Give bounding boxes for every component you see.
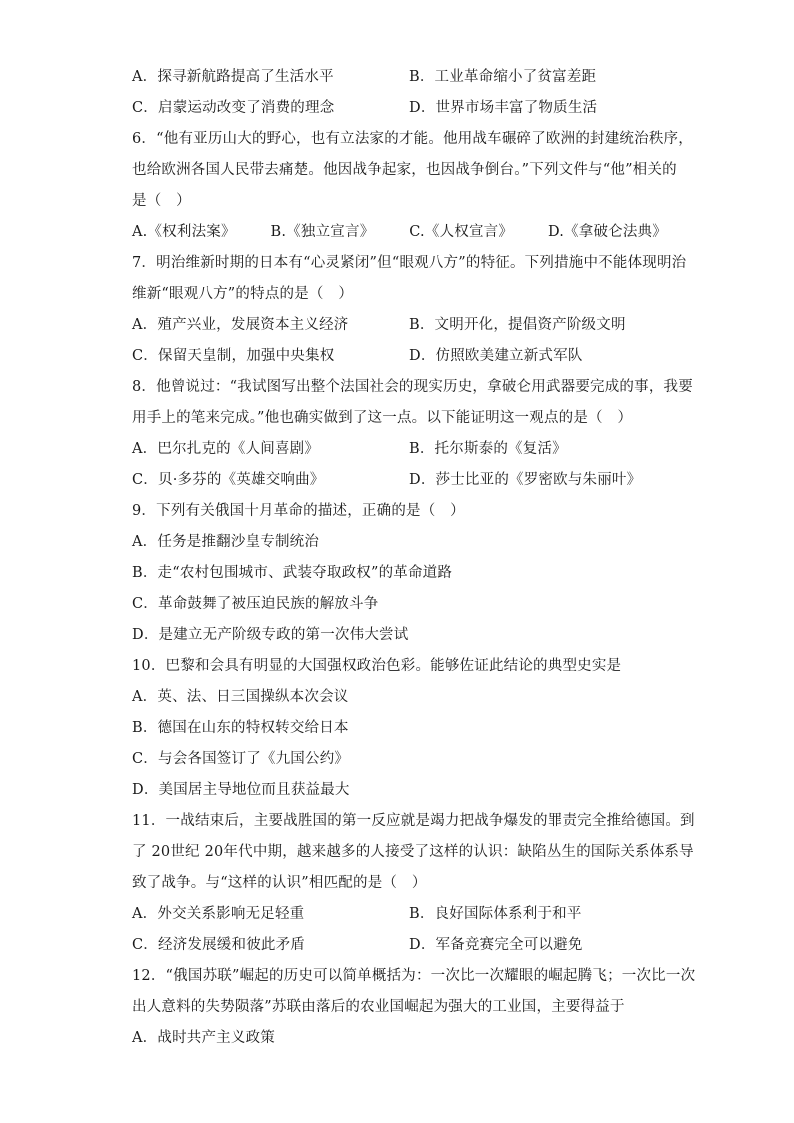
q6-option-b[interactable]: B.《独立宣言》 (270, 224, 375, 240)
q11-stem-line-2: 了 20世纪 20年代中期，越来越多的人接受了这样的认识：缺陷丛生的国际关系体系导 (132, 844, 694, 860)
q9-option-a[interactable]: A．任务是推翻沙皇专制统治 (132, 534, 320, 550)
q5-option-c[interactable]: C．启蒙运动改变了消费的理念 (132, 100, 335, 116)
q9-stem-line-1: 9．下列有关俄国十月革命的描述，正确的是（ ） (132, 503, 465, 519)
q11-options-row-1 (132, 899, 672, 930)
q9-option-c[interactable]: C．革命鼓舞了被压迫民族的解放斗争 (132, 596, 379, 612)
q5-options-row-1 (132, 62, 672, 93)
q8-stem-line-2: 用手上的笔来完成。”他也确实做到了这一点。以下能证明这一观点的是（ ） (132, 410, 633, 426)
q7-options-row-1 (132, 310, 672, 341)
q11-option-d[interactable]: D．军备竞赛完全可以避免 (409, 937, 583, 953)
q8-option-b[interactable]: B．托尔斯泰的《复活》 (409, 441, 567, 457)
q7-stem-line-1: 7．明治维新时期的日本有“心灵紧闭”但“眼观八方”的特征。下列措施中不能体现明治 (132, 255, 687, 271)
q5-option-b[interactable]: B．工业革命缩小了贫富差距 (409, 69, 597, 85)
exam-page (132, 62, 696, 1054)
q7-options-row-2 (132, 341, 672, 372)
q7-option-c[interactable]: C．保留天皇制，加强中央集权 (132, 348, 335, 364)
q6-option-a[interactable]: A.《权利法案》 (132, 224, 236, 240)
q12-stem-line-1: 12．“俄国苏联”崛起的历史可以简单概括为：一次比一次耀眼的崛起腾飞；一次比一次 (132, 968, 696, 984)
q11-stem-line-1: 11．一战结束后，主要战胜国的第一反应就是竭力把战争爆发的罪责完全推给德国。到 (132, 813, 695, 829)
q11-option-b[interactable]: B．良好国际体系利于和平 (409, 906, 582, 922)
q7-stem-line-2: 维新“眼观八方”的特点的是（ ） (132, 286, 354, 302)
q7-option-b[interactable]: B．文明开化，提倡资产阶级文明 (409, 317, 626, 333)
q11-options-row-2 (132, 930, 672, 961)
q6-option-c[interactable]: C.《人权宣言》 (409, 224, 514, 240)
q8-option-c[interactable]: C．贝·多芬的《英雄交响曲》 (132, 472, 325, 488)
q7-option-d[interactable]: D．仿照欧美建立新式军队 (409, 348, 583, 364)
q6-stem-line-2: 也给欧洲各国人民带去痛楚。他因战争起家，也因战争倒台。”下列文件与“他”相关的 (132, 162, 677, 178)
q8-options-row-2 (132, 465, 672, 496)
q11-stem-line-3: 致了战争。与“这样的认识”相匹配的是（ ） (132, 875, 427, 891)
q10-option-d[interactable]: D．美国居主导地位而且获益最大 (132, 782, 350, 798)
q6-stem-line-1: 6．“他有亚历山大的野心，也有立法家的才能。他用战车碾碎了欧洲的封建统治秩序， (132, 131, 693, 147)
q10-option-c[interactable]: C．与会各国签订了《九国公约》 (132, 751, 350, 767)
q9-option-d[interactable]: D．是建立无产阶级专政的第一次伟大尝试 (132, 627, 409, 643)
q8-options-row-1 (132, 434, 672, 465)
q10-stem-line-1: 10．巴黎和会具有明显的大国强权政治色彩。能够佐证此结论的典型史实是 (132, 658, 622, 674)
q5-options-row-2 (132, 93, 672, 124)
q6-options-row (132, 217, 667, 248)
q5-option-a[interactable]: A．探寻新航路提高了生活水平 (132, 69, 334, 85)
q12-option-a[interactable]: A．战时共产主义政策 (132, 1030, 275, 1046)
q8-option-a[interactable]: A．巴尔扎克的《人间喜剧》 (132, 441, 320, 457)
q12-stem-line-2: 出人意料的失势陨落”苏联由落后的农业国崛起为强大的工业国，主要得益于 (132, 999, 625, 1015)
q6-option-d[interactable]: D.《拿破仑法典》 (547, 224, 667, 240)
q10-option-b[interactable]: B．德国在山东的特权转交给日本 (132, 720, 349, 736)
q8-stem-line-1: 8．他曾说过：“我试图写出整个法国社会的现实历史，拿破仑用武器要完成的事，我要 (132, 379, 693, 395)
q11-option-c[interactable]: C．经济发展缓和彼此矛盾 (132, 937, 305, 953)
q10-option-a[interactable]: A．英、法、日三国操纵本次会议 (132, 689, 349, 705)
q5-option-d[interactable]: D．世界市场丰富了物质生活 (409, 100, 598, 116)
q7-option-a[interactable]: A．殖产兴业，发展资本主义经济 (132, 317, 349, 333)
q8-option-d[interactable]: D．莎士比亚的《罗密欧与朱丽叶》 (409, 472, 642, 488)
q11-option-a[interactable]: A．外交关系影响无足轻重 (132, 906, 305, 922)
q9-option-b[interactable]: B．走“农村包围城市、武装夺取政权”的革命道路 (132, 565, 453, 581)
q6-stem-line-3: 是（ ） (132, 193, 191, 209)
